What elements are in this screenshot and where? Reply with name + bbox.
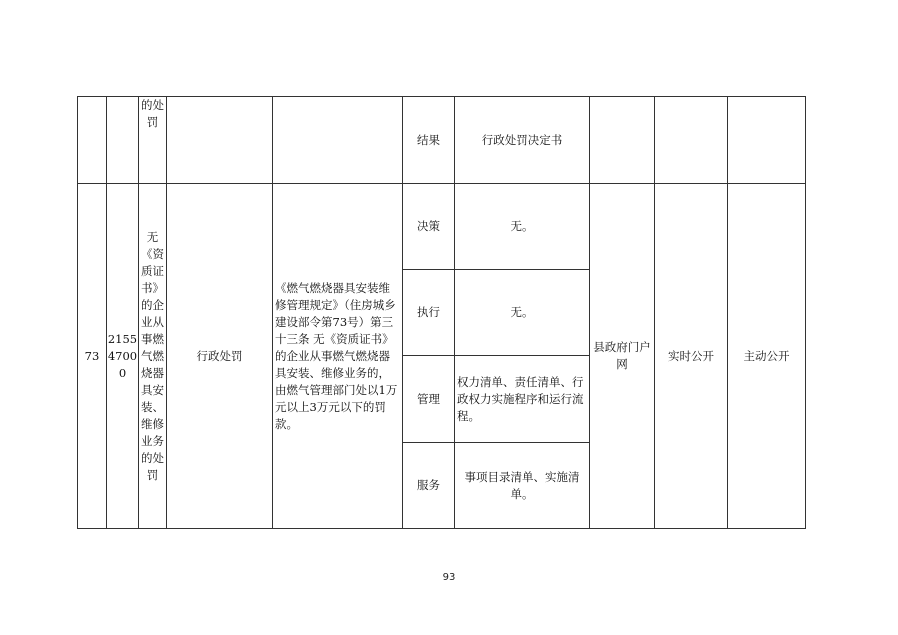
index-cell: 73 (78, 184, 107, 529)
table-row (78, 184, 806, 270)
disclosure-table (77, 96, 806, 529)
stage-cell: 执行 (403, 270, 455, 356)
content-cell: 行政处罚决定书 (455, 97, 590, 184)
index-cell (78, 97, 107, 184)
category-cell: 行政处罚 (167, 184, 273, 529)
code-cell: 215547000 (107, 184, 139, 529)
item-name-text: 无《资质证书》的企业从事燃气燃烧器具安装、维修业务的处罚 (141, 229, 164, 482)
item-name-cell (139, 97, 167, 184)
content-cell (455, 356, 590, 443)
basis-cell (273, 184, 403, 529)
channel-text: 县政府门户网 (593, 340, 651, 371)
timing-cell: 实时公开 (655, 184, 728, 529)
category-cell (167, 97, 273, 184)
timing-cell (655, 97, 728, 184)
item-name-cell (139, 184, 167, 529)
method-cell (728, 97, 806, 184)
content-cell: 事项目录清单、实施清单。 (455, 443, 590, 529)
item-name-text: 的处罚 (141, 98, 164, 129)
page-number: 93 (442, 572, 456, 583)
stage-cell: 结果 (403, 97, 455, 184)
stage-cell: 服务 (403, 443, 455, 529)
table-row (78, 97, 806, 184)
basis-cell (273, 97, 403, 184)
content-text: 权力清单、责任清单、行政权力实施程序和运行流程。 (457, 374, 584, 423)
content-cell: 无。 (455, 270, 590, 356)
channel-cell (590, 184, 655, 529)
code-cell (107, 97, 139, 184)
channel-cell (590, 97, 655, 184)
method-cell: 主动公开 (728, 184, 806, 529)
legal-basis-text: 《燃气燃烧器具安装维修管理规定》（住房城乡建设部令第73号）第三十三条 无《资质证书》的企业从事燃气燃烧器具安装、维修业务的，由燃气管理部门处以1万元以上3万元以下的罚款。 (275, 280, 398, 431)
content-cell: 无。 (455, 184, 590, 270)
stage-cell: 决策 (403, 184, 455, 270)
stage-cell: 管理 (403, 356, 455, 443)
